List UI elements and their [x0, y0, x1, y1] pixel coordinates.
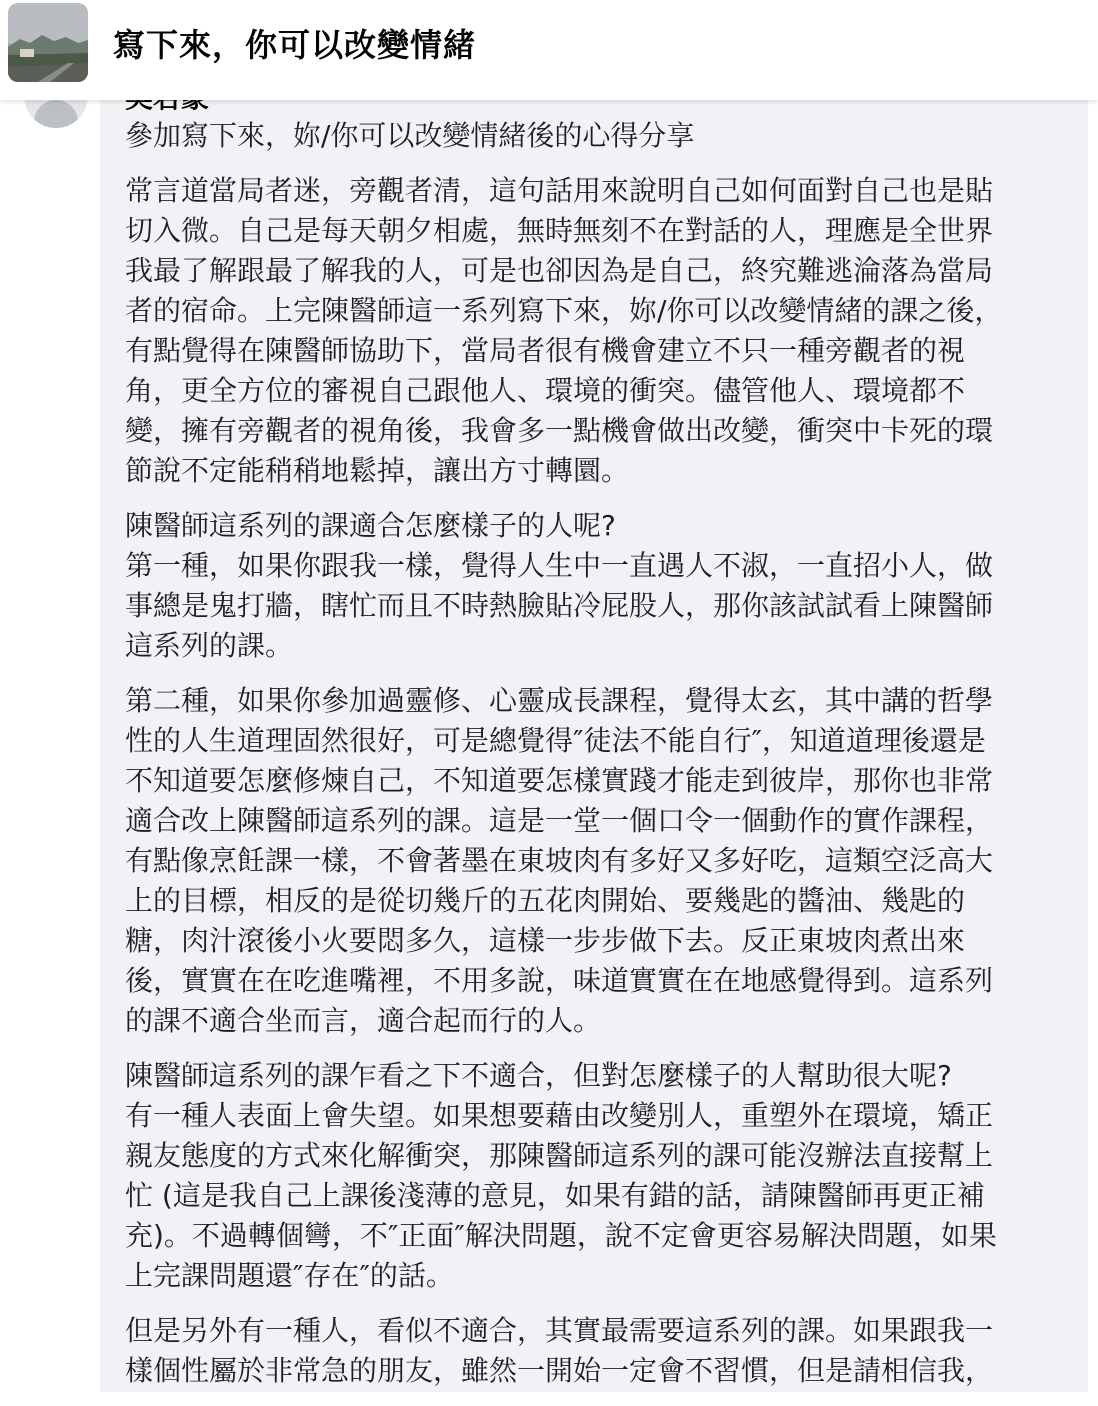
comment-paragraph: 參加寫下來，妳/你可以改變情緒後的心得分享: [125, 119, 695, 152]
group-thumbnail-image[interactable]: [8, 3, 88, 82]
landscape-photo-icon: [8, 3, 88, 82]
avatar-shoulders-shape: [34, 100, 78, 128]
comment-body: [125, 116, 1075, 1406]
comment-paragraph: 陳醫師這系列的課乍看之下不適合，但對怎麼樣子的人幫助很大呢? 有一種人表面上會失望。如果想要藉由改變別人，重塑外在環境，矯正 親友態度的方式來化解衝突，那陳醫師這系列的課可能沒辦法直接幫上 忙 (這是我自己上課後淺薄的意見，如果有錯的話，請陳醫師再更正補 充)。不過轉個彎，不″正面″解決問題，說不定會更容易解決問題，如果 上完課問題還″存在″的話。: [125, 1059, 997, 1292]
comment-paragraph: 第二種，如果你參加過靈修、心靈成長課程，覺得太玄，其中講的哲學 性的人生道理固然很好，可是總覺得″徒法不能自行″，知道道理後還是 不知道要怎麼修煉自己，不知道要怎樣實踐才能走到彼岸，那你也非常 適合改上陳醫師這系列的課。這是一堂一個口令一個動作的實作課程， 有點像烹飪課一樣，不會著墨在東坡肉有多好又多好吃，這類空泛高大 上的目標，相反的是從切幾斤的五花肉開始、要幾匙的醬油、幾匙的 糖，肉汁滾後小火要悶多久，這樣一步步做下去。反正東坡肉煮出來 後，實實在在吃進嘴裡，不用多說，味道實實在在地感覺得到。這系列 的課不適合坐而言，適合起而行的人。: [125, 684, 994, 1037]
comment-paragraph: 但是另外有一種人，看似不適合，其實最需要這系列的課。如果跟我一 樣個性屬於非常急的朋友，雖然一開始一定會不習慣，但是請相信我，: [125, 1314, 994, 1387]
comment-paragraph: 常言道當局者迷，旁觀者清，這句話用來說明自己如何面對自己也是貼 切入微。自己是每天朝夕相處，無時無刻不在對話的人，理應是全世界 我最了解跟最了解我的人，可是也卻因為是自己，終究難逃淪落為當局 者的宿命。上完陳醫師這一系列寫下來，妳/你可以改變情緒的課之後， 有點覺得在陳醫師協助下，當局者很有機會建立不只一種旁觀者的視 角，更全方位的審視自己跟他人、環境的衝突。儘管他人、環境都不 變，擁有旁觀者的視角後，我會多一點機會做出改變，衝突中卡死的環 節說不定能稍稍地鬆掉，讓出方寸轉圜。: [125, 174, 1003, 487]
group-title[interactable]: 寫下來，你可以改變情緒: [113, 26, 477, 64]
comment-paragraph: 陳醫師這系列的課適合怎麼樣子的人呢? 第一種，如果你跟我一樣，覺得人生中一直遇人不淑，一直招小人，做 事總是鬼打牆，瞎忙而且不時熱臉貼冷屁股人，那你該試試看上陳醫師 這系列的課。: [125, 509, 994, 662]
group-header: [0, 0, 1098, 100]
